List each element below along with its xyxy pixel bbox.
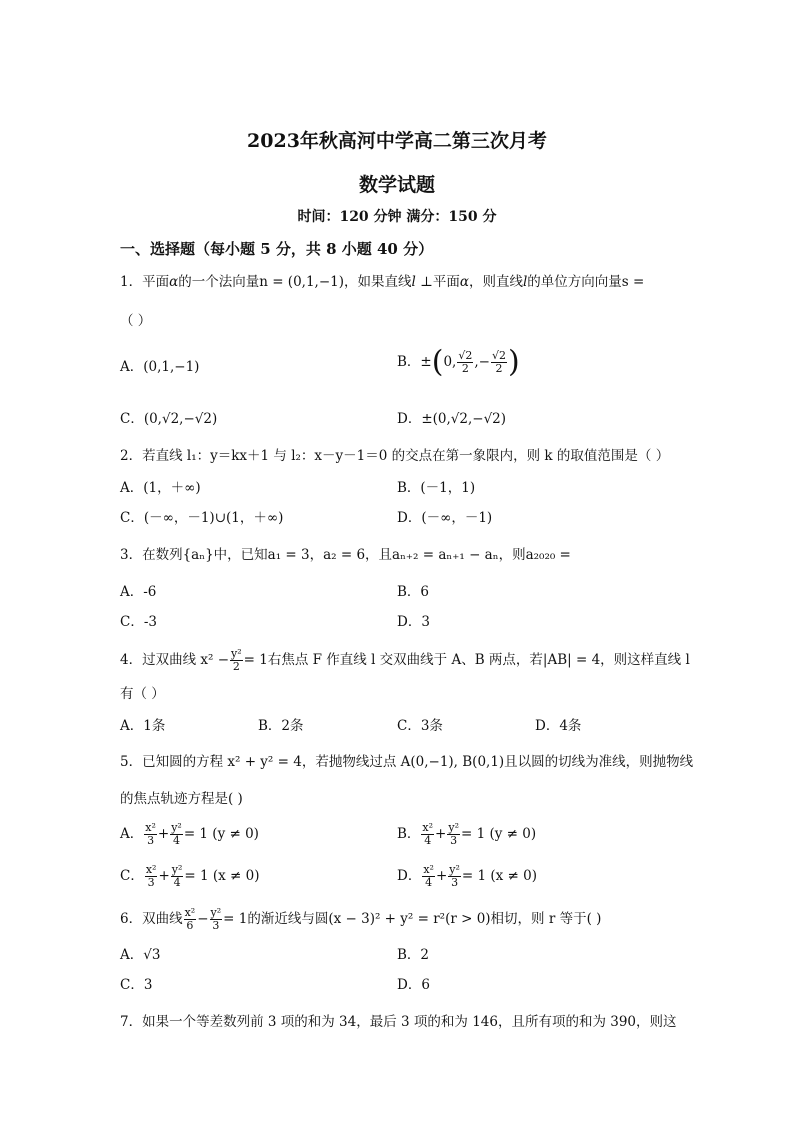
q1-direction-vector: s = [621, 274, 645, 290]
question-5-stem-cont: 的焦点轨迹方程是( ) [120, 791, 243, 807]
numerator: √2 [458, 349, 473, 362]
q6-option-d: D．6 [397, 977, 430, 993]
question-6-stem: 6．双曲线 $\frac{\text{x²}}{6}$ − $\frac{\text{y²}}{3}$ = 1的渐近线与圆(x − 3)² + y² = r²(r > 0)相切，则 r 等于( ) [120, 906, 602, 932]
question-3-stem: 3．在数列{aₙ}中，已知a₁ = 3，a₂ = 6，且aₙ₊₂ = aₙ₊₁ − aₙ，则a₂₀₂₀ = [120, 547, 571, 563]
q1-text: ，则直线 [468, 274, 523, 290]
denominator: 3 [451, 876, 459, 889]
q3-option-b: B．6 [397, 584, 430, 600]
numerator: y² [231, 647, 242, 660]
question-2-stem: 2．若直线 l₁：y＝kx＋1 与 l₂：x－y－1＝0 的交点在第一象限内，则 k 的取值范围是（ ） [120, 448, 670, 464]
q1-text: 的一个法向量 [178, 274, 260, 290]
denominator: 3 [450, 834, 458, 847]
q4-option-c: C．3条 [397, 718, 443, 734]
fraction [447, 822, 460, 847]
numerator: y² [449, 863, 460, 876]
q1-line: l ⊥ [411, 274, 433, 290]
q3-option-a: A．-6 [120, 584, 157, 600]
question-4-stem [120, 647, 690, 673]
q5-option-c: C． $\frac{\text{x²}}{3}$ + $\frac{\text{y²}}{4}$ = 1 (x ≠ 0) [120, 863, 260, 889]
q6-option-b: B．2 [397, 947, 430, 963]
exam-meta: 时间：120 分钟 满分：150 分 [297, 209, 497, 225]
numerator: x² [422, 821, 434, 834]
q3-option-d: D．3 [397, 614, 430, 630]
numerator: x² [145, 821, 156, 834]
fraction [210, 907, 223, 932]
denominator: 4 [173, 876, 181, 889]
q1-b-mid: ,− [474, 354, 490, 370]
numerator: y² [210, 906, 222, 919]
denominator: 2 [495, 362, 503, 375]
numerator: √2 [491, 349, 506, 362]
numerator: y² [448, 821, 459, 834]
q1-line: l [522, 274, 528, 290]
numerator: y² [171, 821, 182, 834]
denominator: 4 [425, 876, 433, 889]
q2-option-b: B．(－1，1) [397, 480, 476, 496]
option-label: A． [120, 826, 144, 842]
denominator: 3 [147, 876, 155, 889]
denominator: 6 [186, 919, 194, 932]
denominator: 3 [212, 919, 220, 932]
q1-option-b: B．±(0, $\frac{√2}{2}$ ,− $\frac{√2}{2}$ ) [397, 344, 520, 380]
option-label: C． [120, 868, 144, 884]
option-label: B． [397, 826, 421, 842]
fraction [457, 350, 473, 375]
q1-text: 的单位方向向量 [527, 274, 622, 290]
question-1-paren: （ ） [120, 313, 152, 329]
q1-option-c: C．(0,√2,−√2) [120, 411, 218, 427]
q5-option-a: A． $\frac{\text{x²}}{3}$ + $\frac{\text{y²}}{4}$ = 1 (y ≠ 0) [120, 821, 259, 847]
q1-alpha: α [459, 274, 469, 290]
denominator: 4 [173, 834, 180, 847]
q1-text: 平面 [432, 274, 460, 290]
option-tail: = 1 (y ≠ 0) [460, 826, 537, 842]
q1-text: ，如果直线 [344, 274, 412, 290]
q1-alpha: α [169, 274, 179, 290]
fraction [230, 648, 243, 673]
option-label: D． [397, 868, 422, 884]
numerator: x² [423, 863, 434, 876]
q4-text: = 1右焦点 F 作直线 l 交双曲线于 A、B 两点，若|AB| = 4，则这样直线 l [243, 652, 690, 668]
option-tail: = 1 (x ≠ 0) [184, 868, 260, 884]
q4-option-d: D．4条 [535, 718, 582, 734]
q5-option-b: B． $\frac{\text{x²}}{4}$ + $\frac{\text{y²}}{3}$ = 1 (y ≠ 0) [397, 821, 537, 847]
q6-option-c: C．3 [120, 977, 153, 993]
q1-b-zero: 0, [443, 354, 457, 370]
fraction [422, 864, 435, 889]
q1-option-a: A．(0,1,−1) [120, 359, 200, 375]
fraction [171, 864, 184, 889]
denominator: 4 [424, 834, 432, 847]
q2-option-d: D．(－∞，－1) [397, 510, 493, 526]
option-tail: = 1 (x ≠ 0) [461, 868, 538, 884]
numerator: y² [171, 863, 183, 876]
q6-text: = 1的渐近线与圆(x − 3)² + y² = r²(r > 0)相切，则 r 等于( ) [223, 911, 602, 927]
question-7-stem: 7．如果一个等差数列前 3 项的和为 34，最后 3 项的和为 146，且所有项的和为 390，则这 [120, 1014, 677, 1030]
q6-option-a: A．√3 [120, 947, 161, 963]
fraction [144, 822, 157, 847]
q1-text: 1．平面 [120, 274, 170, 290]
question-5-stem: 5．已知圆的方程 x² + y² = 4，若抛物线过点 A(0,−1), B(0,1)且以圆的切线为准线，则抛物线 [120, 754, 694, 770]
q2-option-a: A．(1，＋∞) [120, 480, 201, 496]
q2-option-c: C．(－∞，－1)∪(1，＋∞) [120, 510, 284, 526]
option-tail: = 1 (y ≠ 0) [183, 826, 259, 842]
q1-option-d: D．±(0,√2,−√2) [397, 411, 507, 427]
question-4-stem-cont: 有（ ） [120, 686, 165, 702]
numerator: x² [184, 906, 196, 919]
fraction [421, 822, 434, 847]
fraction [491, 350, 507, 375]
q4-option-b: B．2条 [258, 718, 304, 734]
q1-b-prefix: B．± [397, 354, 432, 370]
q6-text: 6．双曲线 [120, 911, 183, 927]
fraction [184, 907, 197, 932]
q4-text: 4．过双曲线 x² − [120, 652, 230, 668]
exam-title: 2023年秋高河中学高二第三次月考 [247, 130, 547, 152]
q5-option-d: D． $\frac{\text{x²}}{4}$ + $\frac{\text{y²}}{3}$ = 1 (x ≠ 0) [397, 863, 538, 889]
fraction [448, 864, 461, 889]
q4-option-a: A．1条 [120, 718, 166, 734]
exam-subtitle: 数学试题 [358, 174, 435, 196]
denominator: 3 [147, 834, 155, 847]
section-heading: 一、选择题（每小题 5 分，共 8 小题 40 分） [120, 240, 434, 258]
denominator: 2 [232, 660, 240, 673]
question-1-stem [120, 272, 680, 292]
fraction [145, 864, 158, 889]
fraction [170, 822, 183, 847]
q3-option-c: C．-3 [120, 614, 157, 630]
denominator: 2 [461, 362, 469, 375]
q1-normal-vector: n = (0,1,−1) [259, 274, 345, 290]
numerator: x² [145, 863, 157, 876]
